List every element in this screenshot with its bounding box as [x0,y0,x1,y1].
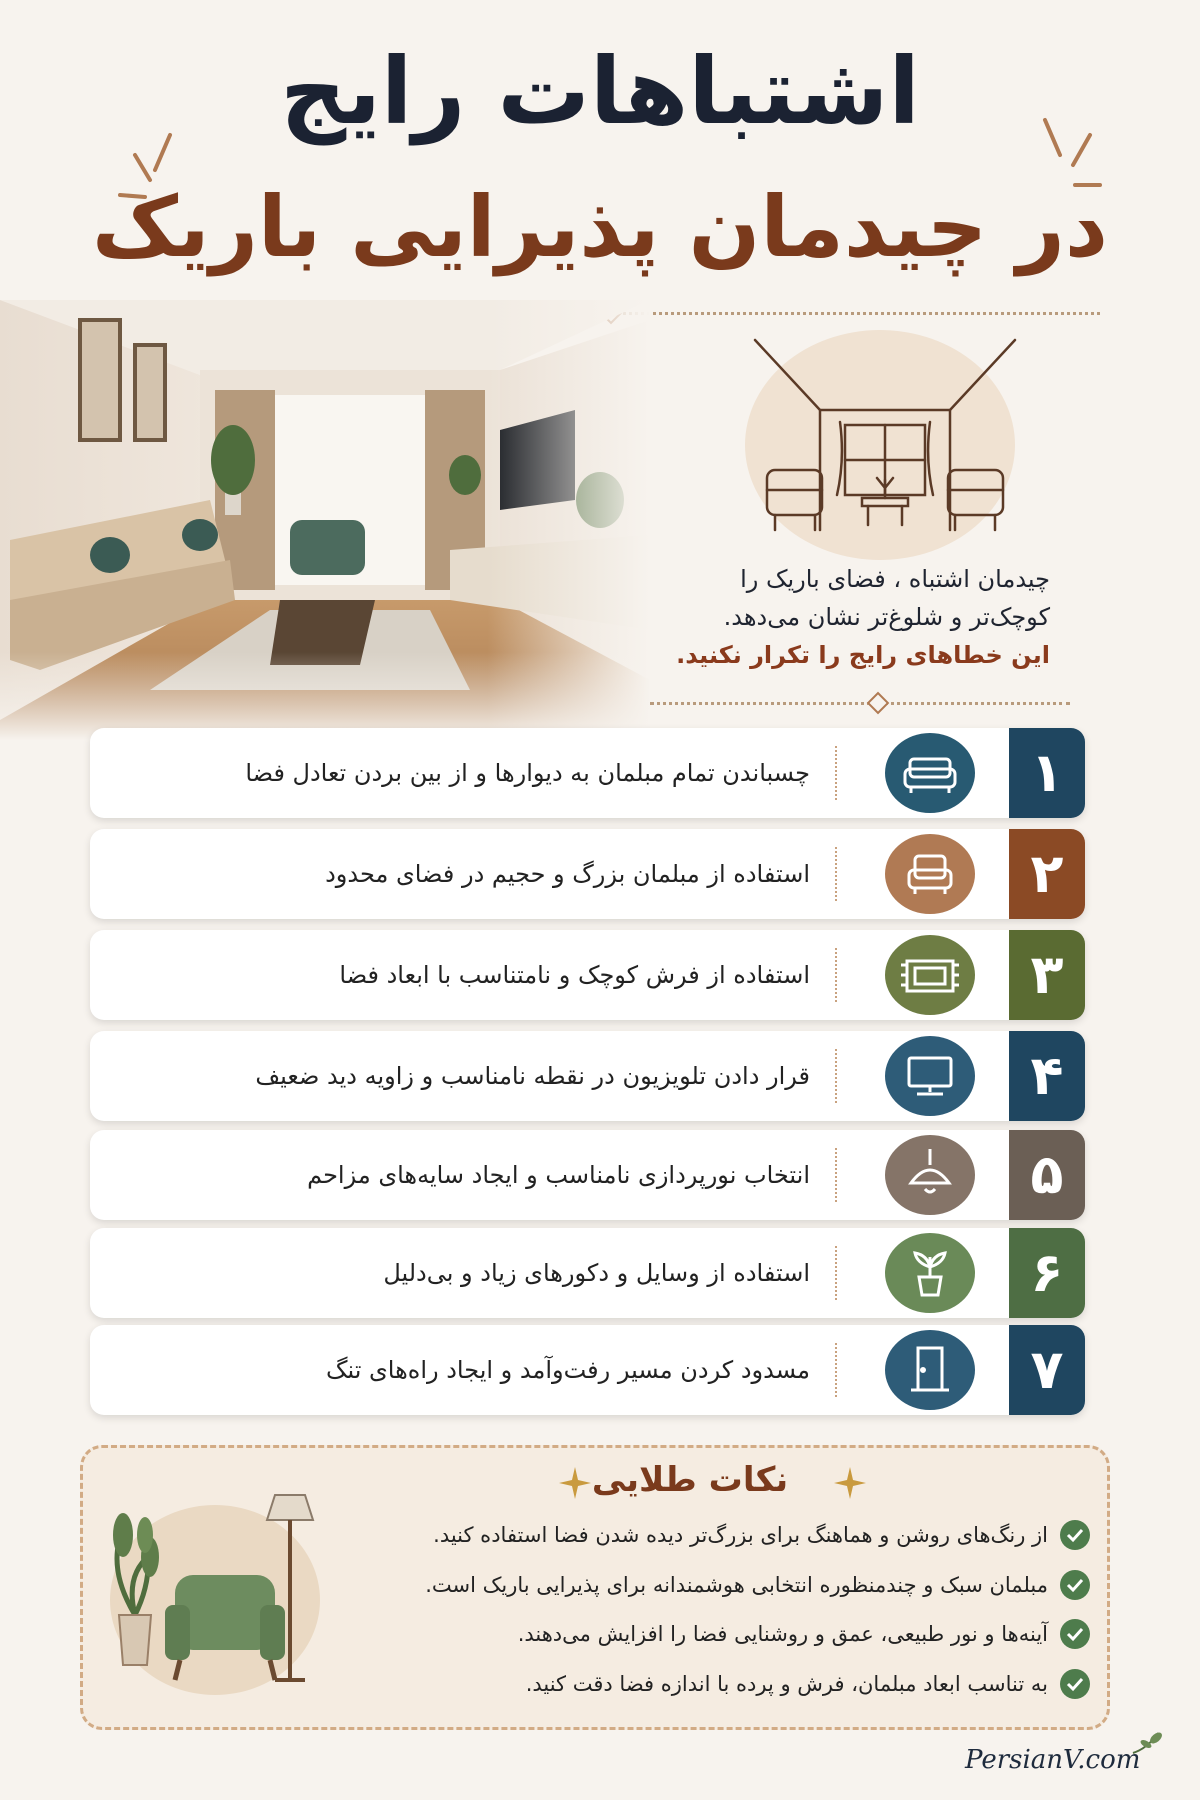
check-icon [1060,1669,1090,1699]
mistake-text: مسدود کردن مسیر رفت‌وآمد و ایجاد راه‌های تنگ [325,1356,810,1384]
tip-item [330,1568,1090,1602]
page-title: اشتباهات رایج [280,38,920,145]
mistake-text: انتخاب نورپردازی نامناسب و ایجاد سایه‌های مزاحم [307,1161,810,1189]
sofa-icon [885,733,975,813]
tip-item [330,1667,1090,1701]
mistake-text: قرار دادن تلویزیون در نقطه نامناسب و زاویه دید ضعیف [255,1062,810,1090]
leaf-icon [1128,1728,1168,1758]
tip-text: از رنگ‌های روشن و هماهنگ برای بزرگ‌تر دیده شدن فضا استفاده کنید. [433,1523,1048,1547]
check-icon [1060,1619,1090,1649]
mistake-text: استفاده از فرش کوچک و نامتناسب با ابعاد فضا [339,961,810,989]
living-room-image [0,300,650,740]
mistake-row [90,930,1085,1020]
armchair-lamp-illustration [95,1475,325,1695]
check-icon [1060,1520,1090,1550]
mistake-row [90,1325,1085,1415]
intro-line-2: کوچک‌تر و شلوغ‌تر نشان می‌دهد. [723,603,1050,631]
mistake-row [90,829,1085,919]
tip-item [330,1518,1090,1552]
mistake-row [90,1031,1085,1121]
plant-icon [885,1233,975,1313]
narrow-room-sketch-icon [745,330,1025,550]
check-icon [1060,1570,1090,1600]
accent-strokes-right-icon [1035,110,1105,200]
tip-text: به تناسب ابعاد مبلمان، فرش و پرده با اندازه فضا دقت کنید. [525,1672,1048,1696]
mistake-text: استفاده از وسایل و دکورهای زیاد و بی‌دلیل [383,1259,810,1287]
accent-strokes-left-icon [115,125,185,205]
mistake-number: ۷ [1009,1325,1085,1415]
intro-text [660,560,1050,674]
mistake-number: ۶ [1009,1228,1085,1318]
mistake-number: ۴ [1009,1031,1085,1121]
mistake-text: استفاده از مبلمان بزرگ و حجیم در فضای محدود [325,860,810,888]
tip-text: مبلمان سبک و چندمنظوره انتخابی هوشمندانه برای پذیرایی باریک است. [425,1573,1048,1597]
mistake-number: ۳ [1009,930,1085,1020]
site-logo: PersianV.com [965,1745,1141,1775]
mistake-text: چسباندن تمام مبلمان به دیوارها و از بین بردن تعادل فضا [245,759,810,787]
mistake-number: ۵ [1009,1130,1085,1220]
armchair-icon [885,834,975,914]
mistake-number: ۲ [1009,829,1085,919]
intro-line-3: این خطاهای رایج را تکرار نکنید. [676,641,1050,669]
tip-item [330,1617,1090,1651]
tv-icon [885,1036,975,1116]
tips-title: نکات طلایی [591,1460,789,1500]
pendant-lamp-icon [885,1135,975,1215]
divider-diamond-2 [867,692,890,715]
intro-line-1: چیدمان اشتباه ، فضای باریک را [740,565,1050,593]
mistake-row [90,728,1085,818]
door-icon [885,1330,975,1410]
tip-text: آینه‌ها و نور طبیعی، عمق و روشنایی فضا را افزایش می‌دهند. [517,1622,1048,1646]
page-subtitle: در چیدمان پذیرایی باریک [92,178,1108,276]
mistake-number: ۱ [1009,728,1085,818]
divider-line-2 [650,702,1070,705]
mistake-row [90,1130,1085,1220]
rug-icon [885,935,975,1015]
mistake-row [90,1228,1085,1318]
